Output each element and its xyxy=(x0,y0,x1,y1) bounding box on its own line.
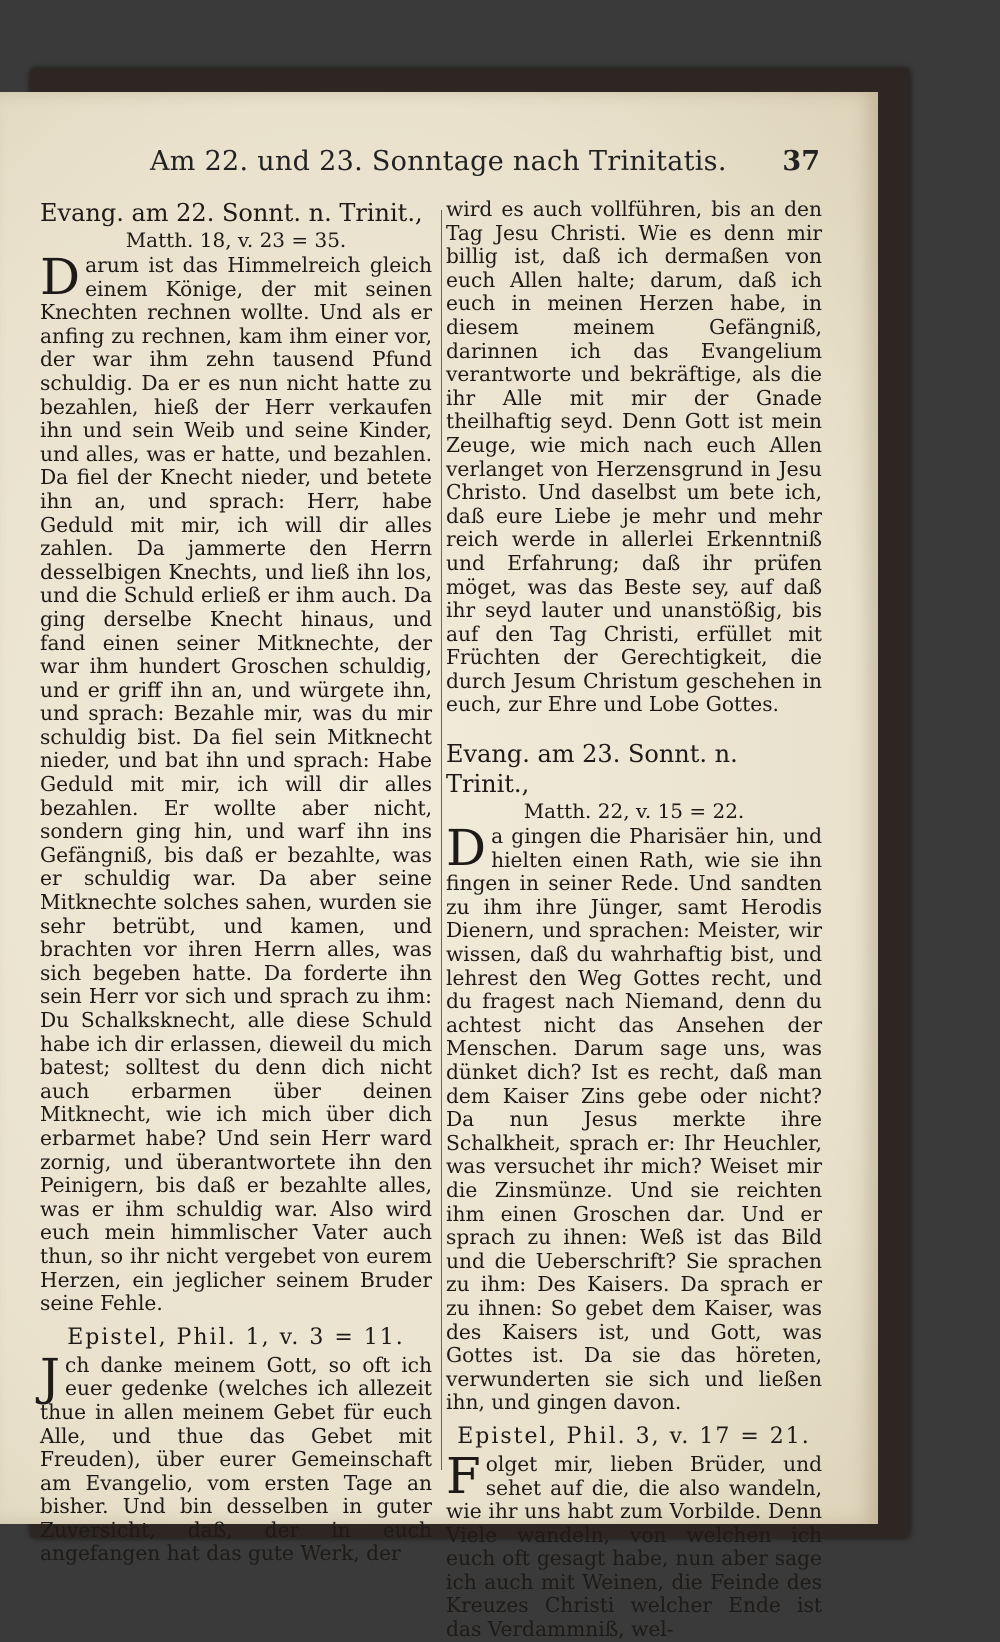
epistle-22-body: ch danke meinem Gott, so oft ich euer gedenke (welches ich allezeit thue in allen meinem Gebet für euch Alle, und thue das Gebet mit Freuden), über eurer Gemeinschaft am Evangelio, vom ersten Tage an bisher. Und bin desselben in guter Zuversicht, daß, der in euch angefangen hat das gute Werk, der xyxy=(40,1352,432,1566)
gospel-22-body: arum ist das Himmelreich gleich einem Könige, der mit seinen Knechten rechnen wollte. Und als er anfing zu rechnen, kam ihm einer vor, der war ihm zehn tausend Pfund schuldig. Da er es nun nicht hatte zu bezahlen, hieß der Herr verkaufen ihn und sein Weib und seine Kinder, und alles, was er hatte, und bezahlen. Da fiel der Knecht nieder, und betete ihn an, und sprach: Herr, habe Geduld mit mir, ich will dir alles zahlen. Da jammerte den Herrn desselbigen Knechts, und ließ ihn los, und die Schuld erließ er ihm auch. Da ging derselbe Knecht hinaus, und fand einen seiner Mitknechte, der war ihm hundert Groschen schuldig, und er griff ihn an, und würgete ihn, und sprach: Bezahle mir, was du mir schuldig bist. Da fiel sein Mitknecht nieder, und bat ihn und sprach: Habe Geduld mit mir, ich will dir alles bezahlen. Er wollte aber nicht, sondern ging hin, und warf ihn ins Gefängniß, bis daß er bezahlte, was er schuldig war. Da aber seine Mitknechte solches sahen, wurden sie sehr betrübt, und kamen, und brachten vor ihren Herrn alles, was sich begeben hatte. Da forderte ihn sein Herr vor sich und sprach zu ihm: Du Schalksknecht, alle diese Schuld habe ich dir erlassen, dieweil du mich batest; solltest du denn dich nicht auch erbarmen über deinen Mitknecht, wie ich mich über dich erbarmet habe? Und sein Herr ward zornig, und überantwortete ihn den Peinigern, bis daß er bezahlte alles, was er ihm schuldig war. Also wird euch mein himmlischer Vater auch thun, so ihr nicht vergebet von eurem Herzen, ein jeglicher seinem Bruder seine Fehle. xyxy=(40,253,432,1316)
epistle-22-title: Epistel, Phil. 1, v. 3 = 11. xyxy=(67,1324,405,1350)
left-column xyxy=(40,198,432,1566)
right-column xyxy=(446,198,822,1642)
gospel-22-dropcap: D xyxy=(40,248,81,306)
epistle-22-continued: wird es auch vollführen, bis an den Tag Jesu Christi. Wie es denn mir billig ist, daß ich dermaßen von euch Allen halte; darum, daß ich euch in meinen Herzen habe, in diesem meinem Gefängniß, darinnen ich das Evangelium verantworte und bekräftige, als die ihr Alle mit mir der Gnade theilhaftig seyd. Denn Gott ist mein Zeuge, wie mich nach euch Allen verlanget von Herzensgrund in Jesu Christo. Und daselbst um bete ich, daß eure Liebe je mehr und mehr reich werde in allerlei Erkenntniß und Erfahrung; daß ihr prüfen möget, was das Beste sey, auf daß ihr seyd lauter und unanstößig, bis auf den Tag Christi, erfüllet mit Früchten der Gerechtigkeit, die durch Jesum Christum geschehen in euch, zur Ehre und Lobe Gottes. xyxy=(446,197,822,717)
gospel-23-text xyxy=(446,819,822,1415)
column-divider xyxy=(441,210,442,1470)
epistle-22-dropcap: J xyxy=(40,1347,61,1406)
epistle-22-text xyxy=(40,1347,432,1566)
page-number: 37 xyxy=(782,146,820,177)
gospel-23-section xyxy=(446,739,822,1642)
epistle-23-dropcap: F xyxy=(446,1446,481,1505)
gospel-23-body: a gingen die Pharisäer hin, und hielten einen Rath, wie sie ihn fingen in seiner Rede. Und sandten zu ihm ihre Jünger, samt Herodis Dienern, und sprachen: Meister, wir wissen, daß du wahrhaftig bist, und lehrest den Weg Gottes recht, und du fragest nach Niemand, denn du achtest nicht das Ansehen der Menschen. Darum sage uns, was dünket dich? Ist es recht, daß man dem Kaiser Zins gebe oder nicht? Da nun Jesus merkte ihre Schalkheit, sprach er: Ihr Heuchler, was versuchet ihr mich? Weiset mir die Zinsmünze. Und sie reichten ihm einen Groschen dar. Und er sprach zu ihnen: Weß ist das Bild und die Ueberschrift? Sie sprachen zu ihm: Des Kaisers. Da sprach er zu ihnen: So gebet dem Kaiser, was des Kaisers ist, und Gott, was Gottes ist. Da sie das höreten, verwunderten sie sich und ließen ihn, und gingen davon. xyxy=(446,824,822,1415)
epistle-23-body: olget mir, lieben Brüder, und sehet auf die, die also wandeln, wie ihr uns habt zum Vorbilde. Denn Viele wandeln, von welchen ich euch oft gesagt habe, nun aber sage ich auch mit Weinen, die Feinde des Kreuzes Christi welcher Ende ist das Verdammniß, wel- xyxy=(446,1451,822,1642)
gospel-23-reference: Matth. 22, v. 15 = 22. xyxy=(523,799,745,824)
gospel-22-text xyxy=(40,248,432,1316)
running-header: Am 22. und 23. Sonntage nach Trinitatis. xyxy=(150,146,727,177)
epistle-23-text xyxy=(446,1446,822,1642)
epistle-23-title: Epistel, Phil. 3, v. 17 = 21. xyxy=(457,1423,811,1449)
gospel-23-title: Evang. am 23. Sonnt. n. Trinit., xyxy=(446,740,738,799)
gospel-22-title: Evang. am 22. Sonnt. n. Trinit., xyxy=(40,199,423,227)
gospel-22-reference: Matth. 18, v. 23 = 35. xyxy=(125,228,347,252)
gospel-23-dropcap: D xyxy=(446,819,487,878)
